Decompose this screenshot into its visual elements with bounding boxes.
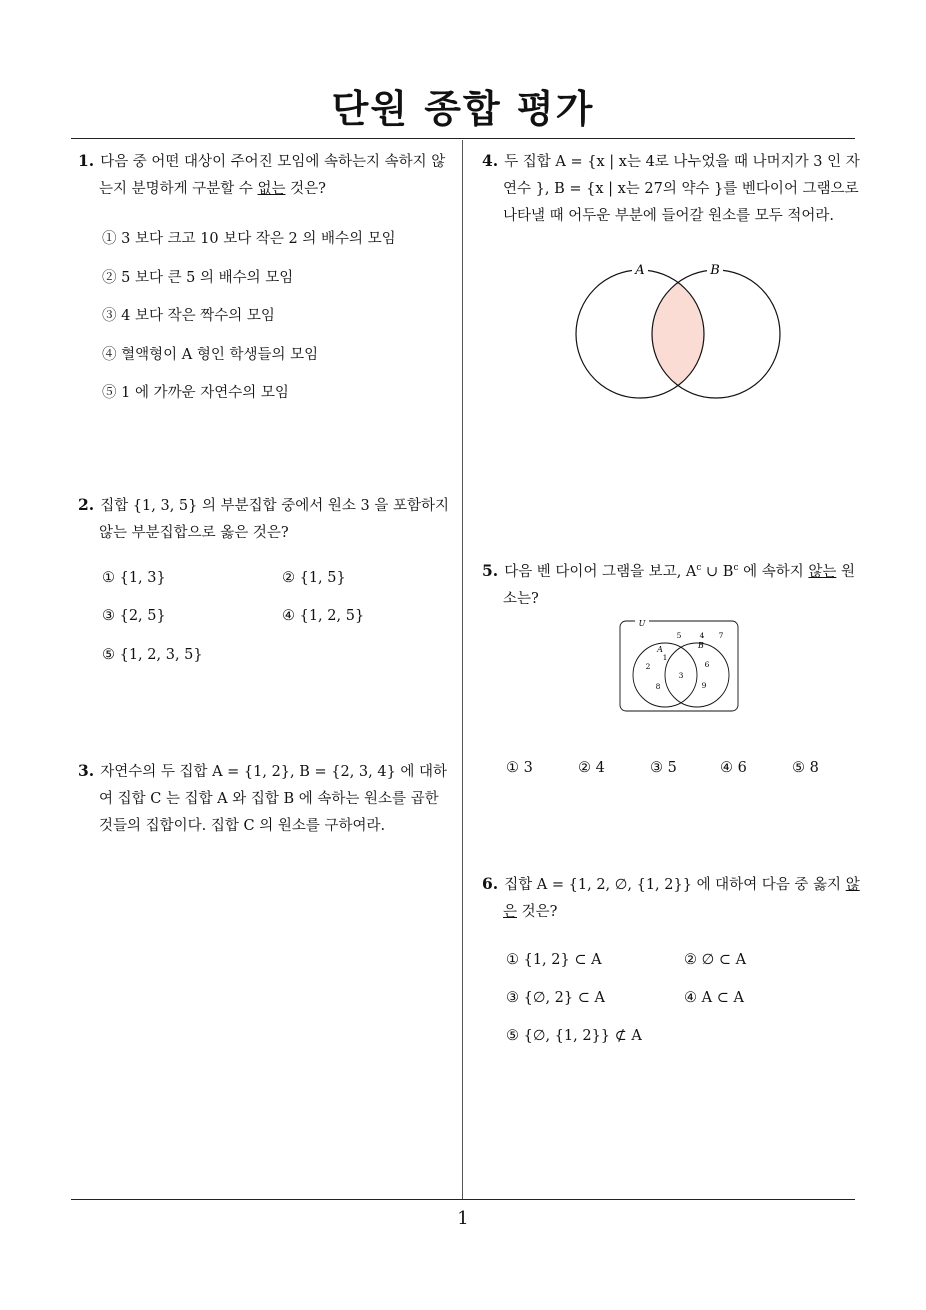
q5-option-3[interactable]: ③ 5 (650, 760, 677, 776)
q5-venn-diagram (617, 617, 741, 715)
q2-option-4[interactable]: ④ {1, 2, 5} (282, 608, 365, 624)
question-3-stem: 3. 자연수의 두 집합 A = {1, 2}, B = {2, 3, 4} 에 대하여 집합 C 는 집합 A 와 집합 B 에 속하는 원소를 곱한 것들의 집합이다. 집합 C 의 원소를 구하여라. (78, 761, 448, 834)
element-a-only: 8 (655, 682, 661, 691)
set-b-label: B (698, 641, 704, 650)
q6-option-1[interactable]: ① {1, 2} ⊂ A (506, 952, 602, 968)
q6-option-4[interactable]: ④ A ⊂ A (684, 990, 744, 1006)
question-4 (482, 147, 860, 230)
page-title: 단원 종합 평가 (331, 87, 595, 131)
q2-option-5[interactable]: ⑤ {1, 2, 3, 5} (102, 647, 203, 663)
element-outside: 7 (718, 631, 724, 640)
q1-option-4[interactable]: ④ 혈액형이 A 형인 학생들의 모임 (102, 347, 319, 363)
q2-option-1[interactable]: ① {1, 3} (102, 570, 166, 586)
universe-label: U (638, 619, 646, 628)
question-5 (482, 555, 860, 613)
page-number: 1 (457, 1208, 469, 1229)
question-3 (78, 757, 456, 840)
question-number: 1. (78, 151, 95, 170)
element-b-only: 9 (701, 681, 707, 690)
q2-option-2[interactable]: ② {1, 5} (282, 570, 346, 586)
element-intersection: 3 (678, 671, 684, 680)
element-a-only: 2 (645, 662, 651, 671)
q5-option-2[interactable]: ② 4 (578, 760, 605, 776)
bottom-rule (71, 1199, 855, 1200)
q6-option-3[interactable]: ③ {∅, 2} ⊂ A (506, 990, 605, 1006)
shaded-intersection (652, 270, 780, 398)
column-divider (462, 140, 463, 1200)
q4-venn-diagram (570, 258, 790, 408)
question-2 (78, 491, 456, 547)
set-a-label: A (635, 263, 645, 278)
q1-option-3[interactable]: ③ 4 보다 작은 짝수의 모임 (102, 308, 275, 324)
set-a-label: A (657, 645, 663, 654)
top-rule (71, 138, 855, 139)
question-5-stem: 5. 다음 벤 다이어 그램을 보고, $A^c$ ∪ $B^c$ 에 속하지 않는 원소는? (482, 560, 856, 607)
q2-option-3[interactable]: ③ {2, 5} (102, 608, 166, 624)
element-a-only: 1 (662, 653, 668, 662)
question-4-stem: 4. 두 집합 A = {x | x는 4로 나누었을 때 나머지가 3 인 자연수 }, B = {x | x는 27의 약수 }를 벤다이어 그램으로 나타낼 때 어두운 부분에 들어갈 원소를 모두 적어라. (482, 151, 860, 224)
element-outside: 4 (699, 631, 705, 640)
q5-option-1[interactable]: ① 3 (506, 760, 533, 776)
q5-option-4[interactable]: ④ 6 (720, 760, 747, 776)
q1-option-2[interactable]: ② 5 보다 큰 5 의 배수의 모임 (102, 270, 294, 286)
question-1 (78, 147, 456, 203)
q1-option-5[interactable]: ⑤ 1 에 가까운 자연수의 모임 (102, 385, 289, 401)
question-6 (482, 870, 860, 926)
q6-option-2[interactable]: ② ∅ ⊂ A (684, 952, 747, 968)
question-2-stem: 2. 집합 {1, 3, 5} 의 부분집합 중에서 원소 3 을 포함하지 않는 부분집합으로 옳은 것은? (78, 495, 449, 541)
q6-option-5[interactable]: ⑤ {∅, {1, 2}} ⊄ A (506, 1028, 642, 1044)
q1-option-1[interactable]: ① 3 보다 크고 10 보다 작은 2 의 배수의 모임 (102, 231, 396, 247)
element-b-only: 6 (704, 660, 710, 669)
question-6-stem: 6. 집합 A = {1, 2, ∅, {1, 2}} 에 대하여 다음 중 옳지 않은 것은? (482, 874, 860, 920)
question-1-stem: 1. 다음 중 어떤 대상이 주어진 모임에 속하는지 속하지 않는지 분명하게 구분할 수 없는 것은? (78, 151, 446, 197)
element-outside: 5 (676, 631, 682, 640)
q5-option-5[interactable]: ⑤ 8 (792, 760, 819, 776)
set-b-label: B (710, 263, 720, 278)
